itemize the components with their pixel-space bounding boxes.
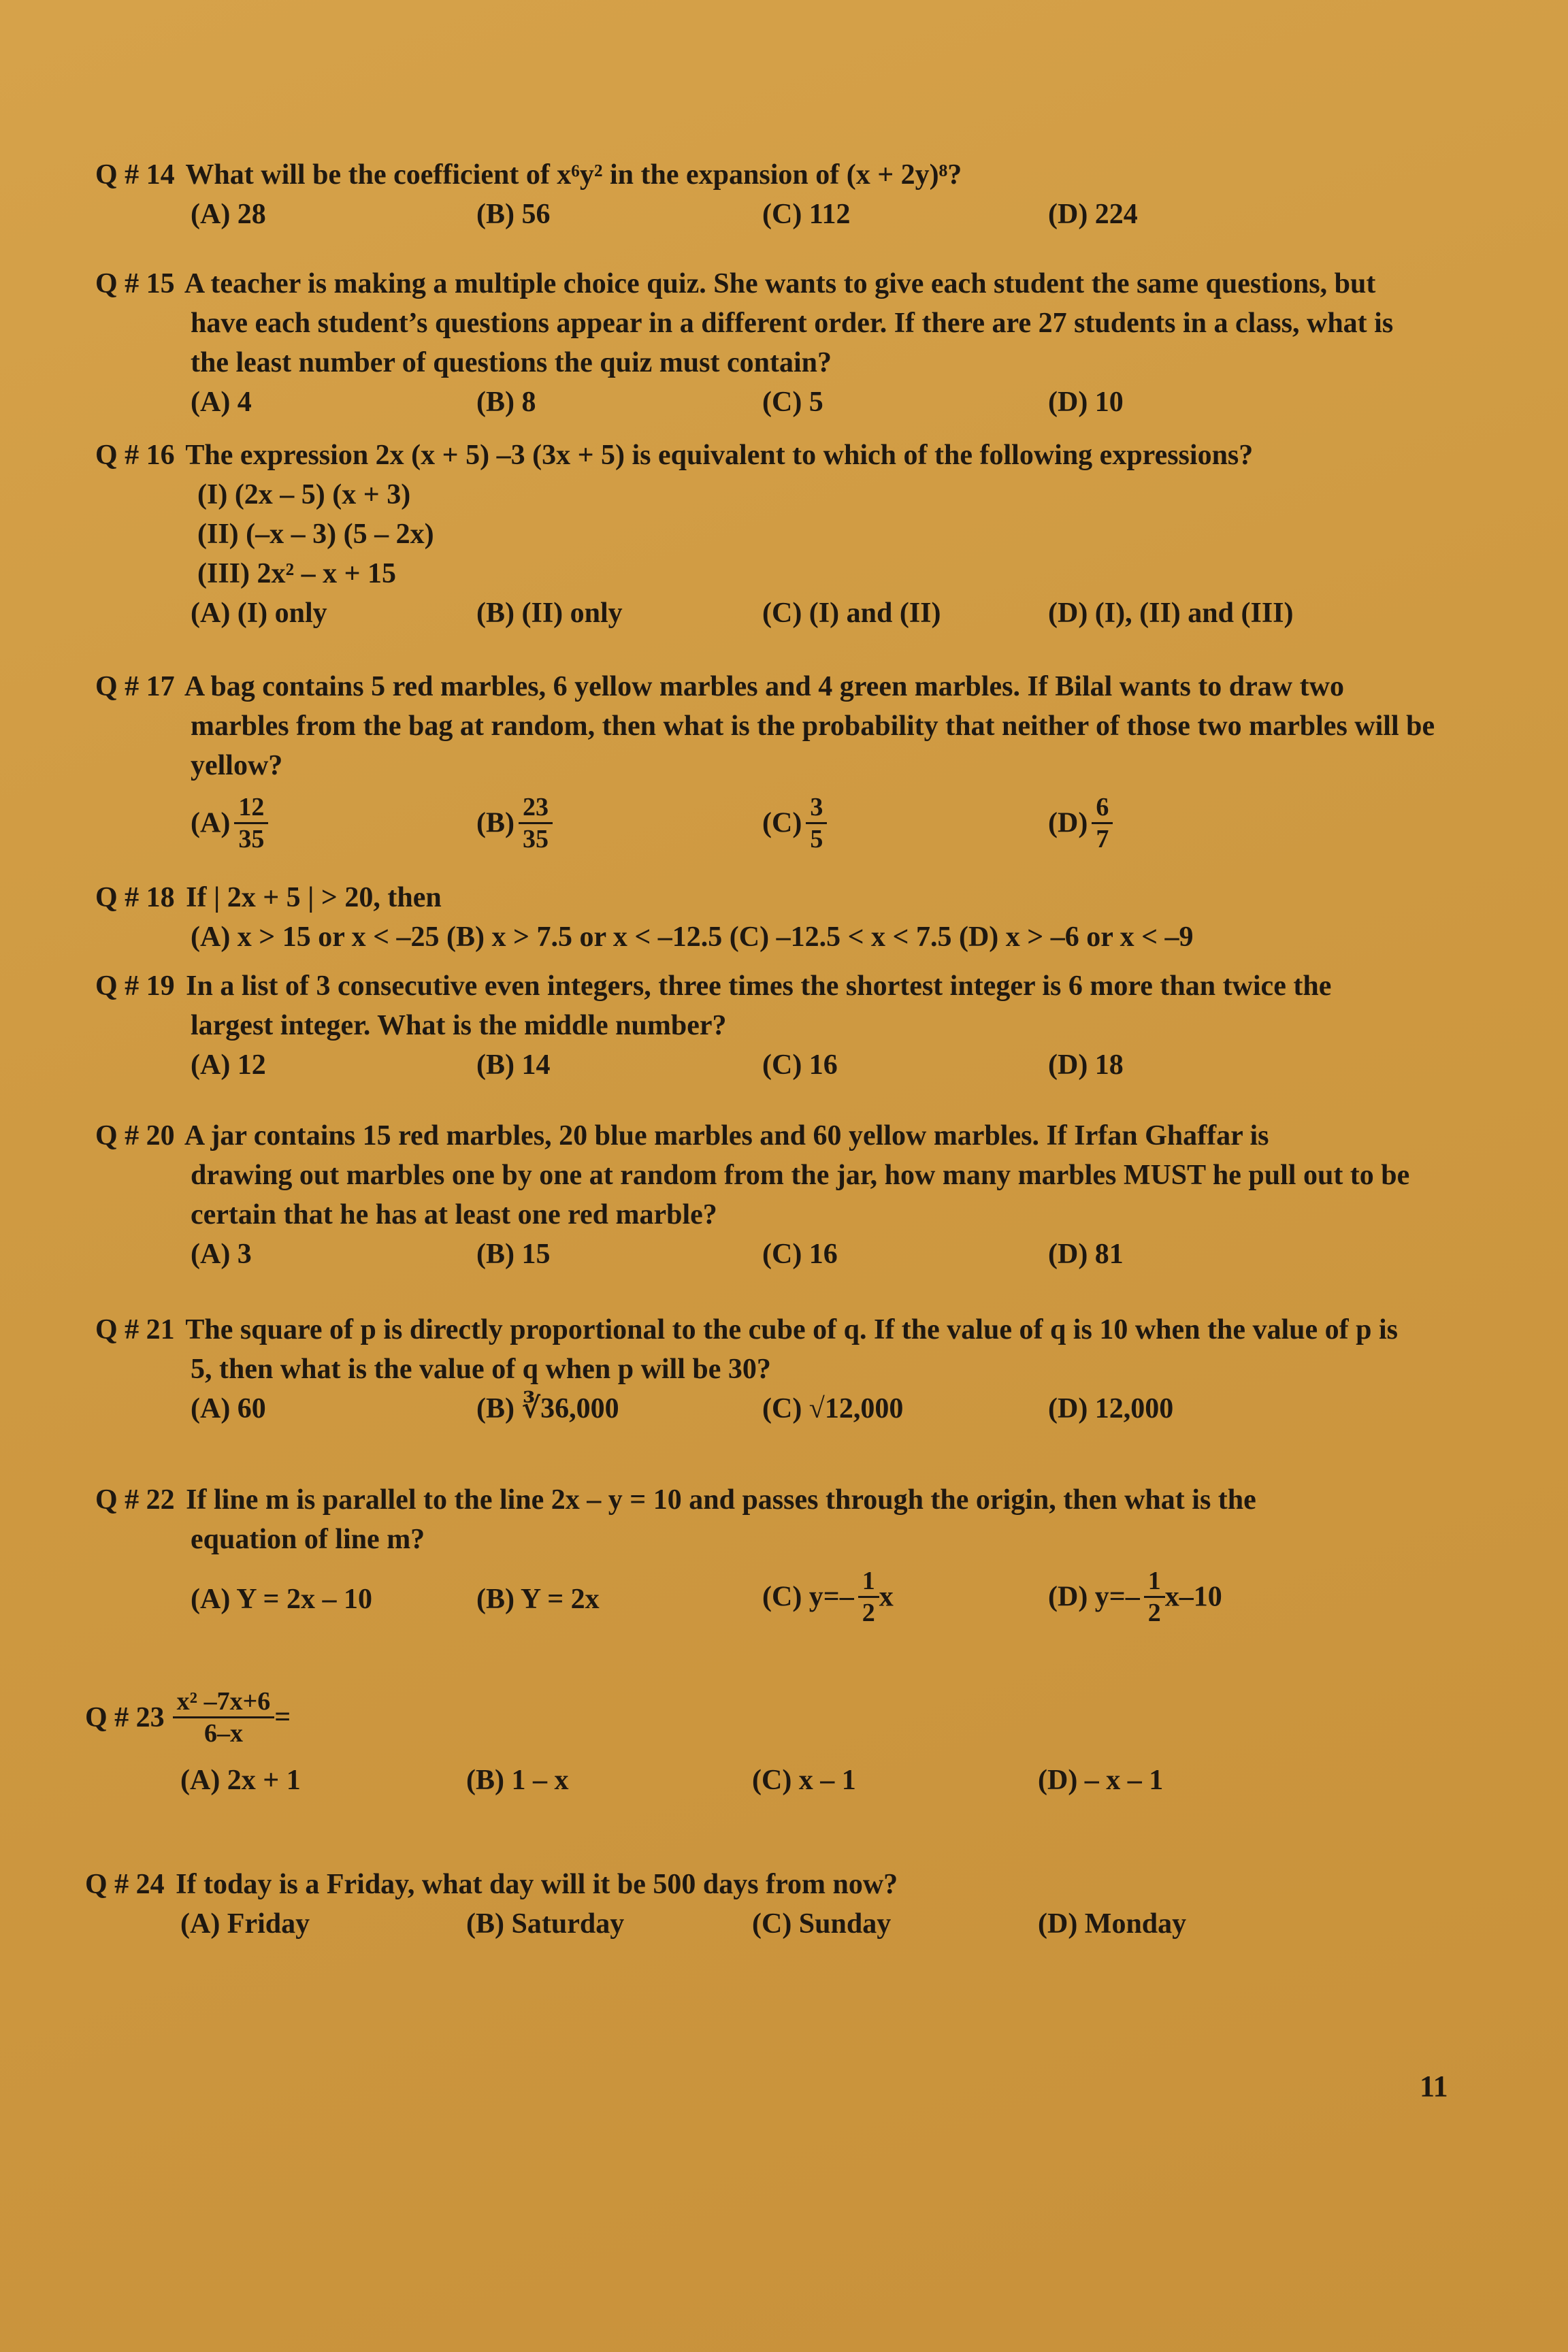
option-c[interactable]: (C) √12,000 [762,1393,904,1424]
option-a[interactable]: (A) 2x + 1 [180,1765,301,1796]
fraction: $\frac{23}{35}$ [519,792,553,854]
question-21 [95,1310,1511,1433]
option-d[interactable]: (D) 224 [1048,199,1138,230]
options-inline[interactable]: (A) x > 15 or x < –25 (B) x > 7.5 or x < –12.5 (C) –12.5 < x < 7.5 (D) x > –6 or x < –9 [191,921,1194,953]
option-d[interactable]: (D) 12,000 [1048,1393,1174,1424]
options-row [85,1761,1501,1804]
question-15 [95,264,1511,426]
options-row [95,382,1511,426]
option-c[interactable]: (C) Sunday [752,1908,892,1940]
option-a[interactable]: (A) 28 [191,199,266,230]
options-row [95,1559,1511,1634]
option-a[interactable]: (A) 3 [191,1239,252,1270]
fraction: $\frac{1}{2}$ [858,1566,879,1628]
option-d[interactable]: (D) – x – 1 [1038,1765,1164,1796]
question-18 [95,878,1511,957]
question-stem: Q # 22 If line m is parallel to the line 2x – y = 10 and passes through the origin, then what is the [95,1484,1256,1516]
option-c[interactable]: (C) (I) and (II) [762,598,941,629]
question-stem-line: 5, then what is the value of q when p will be 30? [191,1354,771,1385]
question-stem: Q # 16 The expression 2x (x + 5) –3 (3x + 5) is equivalent to which of the following expressions? [95,440,1254,471]
option-b[interactable]: (B) (II) only [476,598,623,629]
option-d[interactable]: (D) 10 [1048,387,1124,418]
question-14 [95,155,1511,238]
option-a[interactable]: (A) Friday [180,1908,310,1940]
fraction: $\frac{3}{5}$ [806,792,827,854]
option-d[interactable]: (D) y=– $\frac{1}{2}$ x–10 [1048,1567,1222,1627]
question-stem-line: the least number of questions the quiz must contain? [191,347,832,378]
question-stem: Q # 23 $\frac{\text{x² –7x+6}}{6-x}$ = [85,1687,291,1748]
option-b[interactable]: (B) Y = 2x [476,1584,600,1615]
option-b[interactable]: (B) 15 [476,1239,551,1270]
options-row [95,1235,1511,1278]
question-stem: Q # 18 If | 2x + 5 | > 20, then [95,882,442,913]
option-a[interactable]: (A) 12 [191,1049,266,1081]
sub-expression-i: (I) (2x – 5) (x + 3) [197,479,411,510]
option-b[interactable]: (B) 56 [476,199,551,230]
question-stem: Q # 14 What will be the coefficient of x⁶y² in the expansion of (x + 2y)⁸? [95,159,962,191]
page-number: 11 [1420,2070,1448,2103]
question-16 [95,436,1511,637]
option-d[interactable]: (D) 18 [1048,1049,1124,1081]
question-stem-line: yellow? [191,750,283,781]
fraction: $\frac{1}{2}$ [1144,1566,1165,1628]
question-stem-line: marbles from the bag at random, then what is the probability that neither of those two marbles will be [191,710,1435,742]
option-b[interactable]: (B) ∛36,000 [476,1393,619,1424]
sub-expression-ii: (II) (–x – 3) (5 – 2x) [197,519,434,550]
question-stem-line: certain that he has at least one red marble? [191,1199,717,1230]
question-19 [95,966,1511,1089]
option-a[interactable]: (A) 60 [191,1393,266,1424]
option-a[interactable]: (A) $\frac{12}{35}$ [191,792,268,854]
question-24 [85,1865,1501,1948]
option-d[interactable]: (D) $\frac{6}{7}$ [1048,792,1113,854]
question-20 [95,1116,1511,1278]
question-stem-line: equation of line m? [191,1524,425,1555]
options-row [95,195,1511,238]
option-c[interactable]: (C) 5 [762,387,823,418]
fraction: $\frac{\text{x² –7x+6}}{6-x}$ [173,1686,275,1748]
option-d[interactable]: (D) 81 [1048,1239,1124,1270]
question-stem: Q # 24 If today is a Friday, what day will it be 500 days from now? [85,1869,898,1900]
options-row [95,1045,1511,1089]
option-c[interactable]: (C) y=– $\frac{1}{2}$ x [762,1567,894,1627]
fraction: $\frac{6}{7}$ [1092,792,1113,854]
option-a[interactable]: (A) 4 [191,387,252,418]
question-22 [95,1480,1511,1634]
option-c[interactable]: (C) 16 [762,1239,838,1270]
option-d[interactable]: (D) Monday [1038,1908,1187,1940]
option-c[interactable]: (C) 112 [762,199,851,230]
option-c[interactable]: (C) $\frac{3}{5}$ [762,792,827,854]
option-b[interactable]: (B) 14 [476,1049,551,1081]
question-stem: Q # 15 A teacher is making a multiple choice quiz. She wants to give each student the same questions, but [95,268,1376,299]
option-c[interactable]: (C) x – 1 [752,1765,856,1796]
question-stem: Q # 17 A bag contains 5 red marbles, 6 yellow marbles and 4 green marbles. If Bilal wants to draw two [95,671,1344,702]
question-stem-line: have each student’s questions appear in a different order. If there are 27 students in a class, what is [191,308,1394,339]
options-row [95,1389,1511,1433]
fraction: $\frac{12}{35}$ [234,792,268,854]
question-23 [85,1686,1501,1804]
question-stem-line: largest integer. What is the middle number? [191,1010,727,1041]
options-row [95,785,1511,860]
question-stem: Q # 21 The square of p is directly proportional to the cube of q. If the value of q is 10 when the value of p is [95,1314,1399,1345]
question-stem: Q # 20 A jar contains 15 red marbles, 20 blue marbles and 60 yellow marbles. If Irfan Ghaffar is [95,1120,1269,1152]
sub-expression-iii: (III) 2x² – x + 15 [197,558,397,589]
options-row [85,1904,1501,1948]
options-row [95,593,1511,637]
option-b[interactable]: (B) 1 – x [466,1765,569,1796]
question-17 [95,667,1511,860]
option-d[interactable]: (D) (I), (II) and (III) [1048,598,1294,629]
option-c[interactable]: (C) 16 [762,1049,838,1081]
option-a[interactable]: (A) (I) only [191,598,327,629]
question-stem-line: drawing out marbles one by one at random from the jar, how many marbles MUST he pull out to be [191,1160,1410,1191]
option-b[interactable]: (B) 8 [476,387,536,418]
option-b[interactable]: (B) Saturday [466,1908,625,1940]
option-b[interactable]: (B) $\frac{23}{35}$ [476,792,553,854]
option-a[interactable]: (A) Y = 2x – 10 [191,1584,372,1615]
question-stem: Q # 19 In a list of 3 consecutive even integers, three times the shortest integer is 6 more than twice the [95,970,1332,1002]
